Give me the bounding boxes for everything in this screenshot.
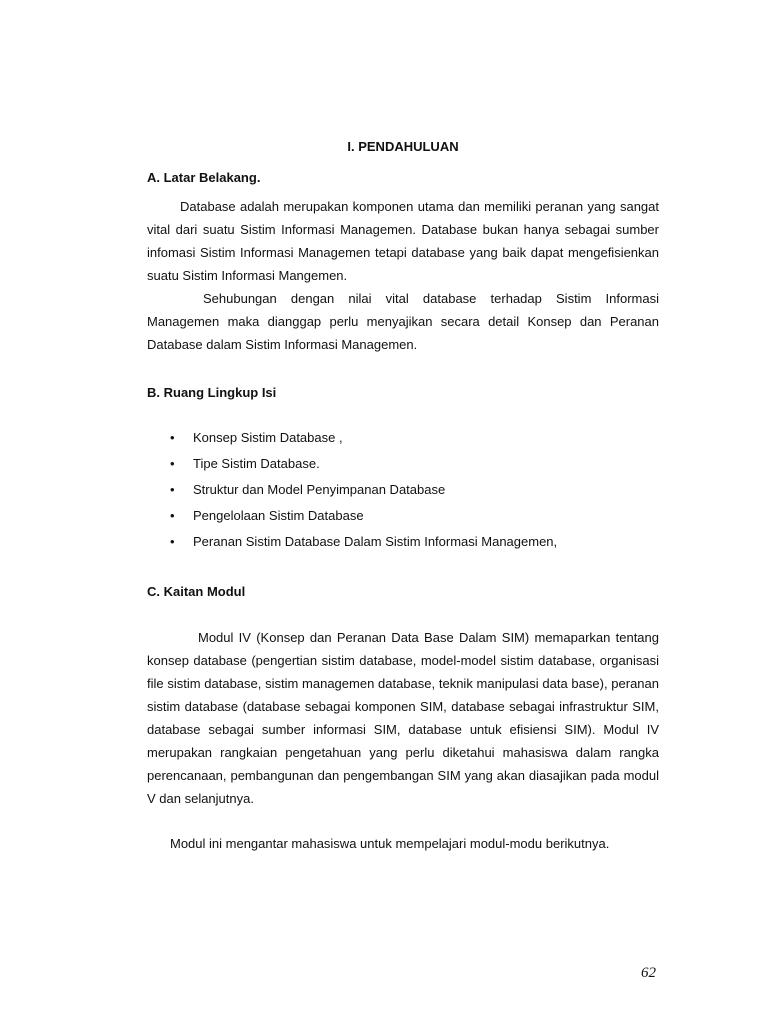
section-a-heading: A. Latar Belakang.	[147, 170, 261, 185]
scope-list	[147, 428, 659, 558]
list-item-text: Peranan Sistim Database Dalam Sistim Informasi Managemen,	[193, 534, 558, 549]
section-a-paragraph-2: Sehubungan dengan nilai vital database terhadap Sistim Informasi Managemen maka dianggap perlu menyajikan secara detail Konsep dan Peranan Database dalam Sistim Informasi Managemen.	[147, 291, 659, 352]
bullet-icon: •	[170, 508, 175, 523]
section-c-heading: C. Kaitan Modul	[147, 584, 246, 599]
bullet-icon: •	[170, 430, 175, 445]
list-item-text: Konsep Sistim Database ,	[193, 430, 343, 445]
list-item	[147, 480, 659, 506]
section-a-paragraph-1: Database adalah merupakan komponen utama dan memiliki peranan yang sangat vital dari suatu Sistim Informasi Managemen. Database bukan hanya sebagai sumber infomasi Sistim Informasi Managemen tetapi database yang baik dapat mengefisienkan suatu Sistim Informasi Mangemen.	[147, 199, 659, 283]
bullet-icon: •	[170, 534, 175, 549]
document-page	[147, 0, 659, 1024]
section-c-paragraph-1: Modul IV (Konsep dan Peranan Data Base Dalam SIM) memaparkan tentang konsep database (pengertian sistim database, model-model sistim database, organisasi file sistim database, sistim managemen database, teknik manipulasi data base), peranan sistim database (database sebagai komponen SIM, database sebagai infrastruktur SIM, database sebagai sumber informasi SIM, database untuk efisiensi SIM). Modul IV merupakan rangkaian pengetahuan yang perlu diketahui mahasiswa dalam rangka perencanaan, pembangunan dan pengembangan SIM yang akan diasajikan pada modul V dan selanjutnya.	[147, 630, 659, 806]
bullet-icon: •	[170, 456, 175, 471]
bullet-icon: •	[170, 482, 175, 497]
list-item	[147, 428, 659, 454]
section-b-heading: B. Ruang Lingkup Isi	[147, 385, 277, 400]
list-item-text: Struktur dan Model Penyimpanan Database	[193, 482, 446, 497]
list-item-text: Tipe Sistim Database.	[193, 456, 320, 471]
list-item	[147, 454, 659, 480]
list-item	[147, 506, 659, 532]
list-item-text: Pengelolaan Sistim Database	[193, 508, 364, 523]
page-title: I. PENDAHULUAN	[347, 139, 459, 154]
page-number: 62	[641, 965, 656, 981]
list-item	[147, 532, 659, 558]
section-c-paragraph-2: Modul ini mengantar mahasiswa untuk mempelajari modul-modu berikutnya.	[170, 836, 610, 851]
